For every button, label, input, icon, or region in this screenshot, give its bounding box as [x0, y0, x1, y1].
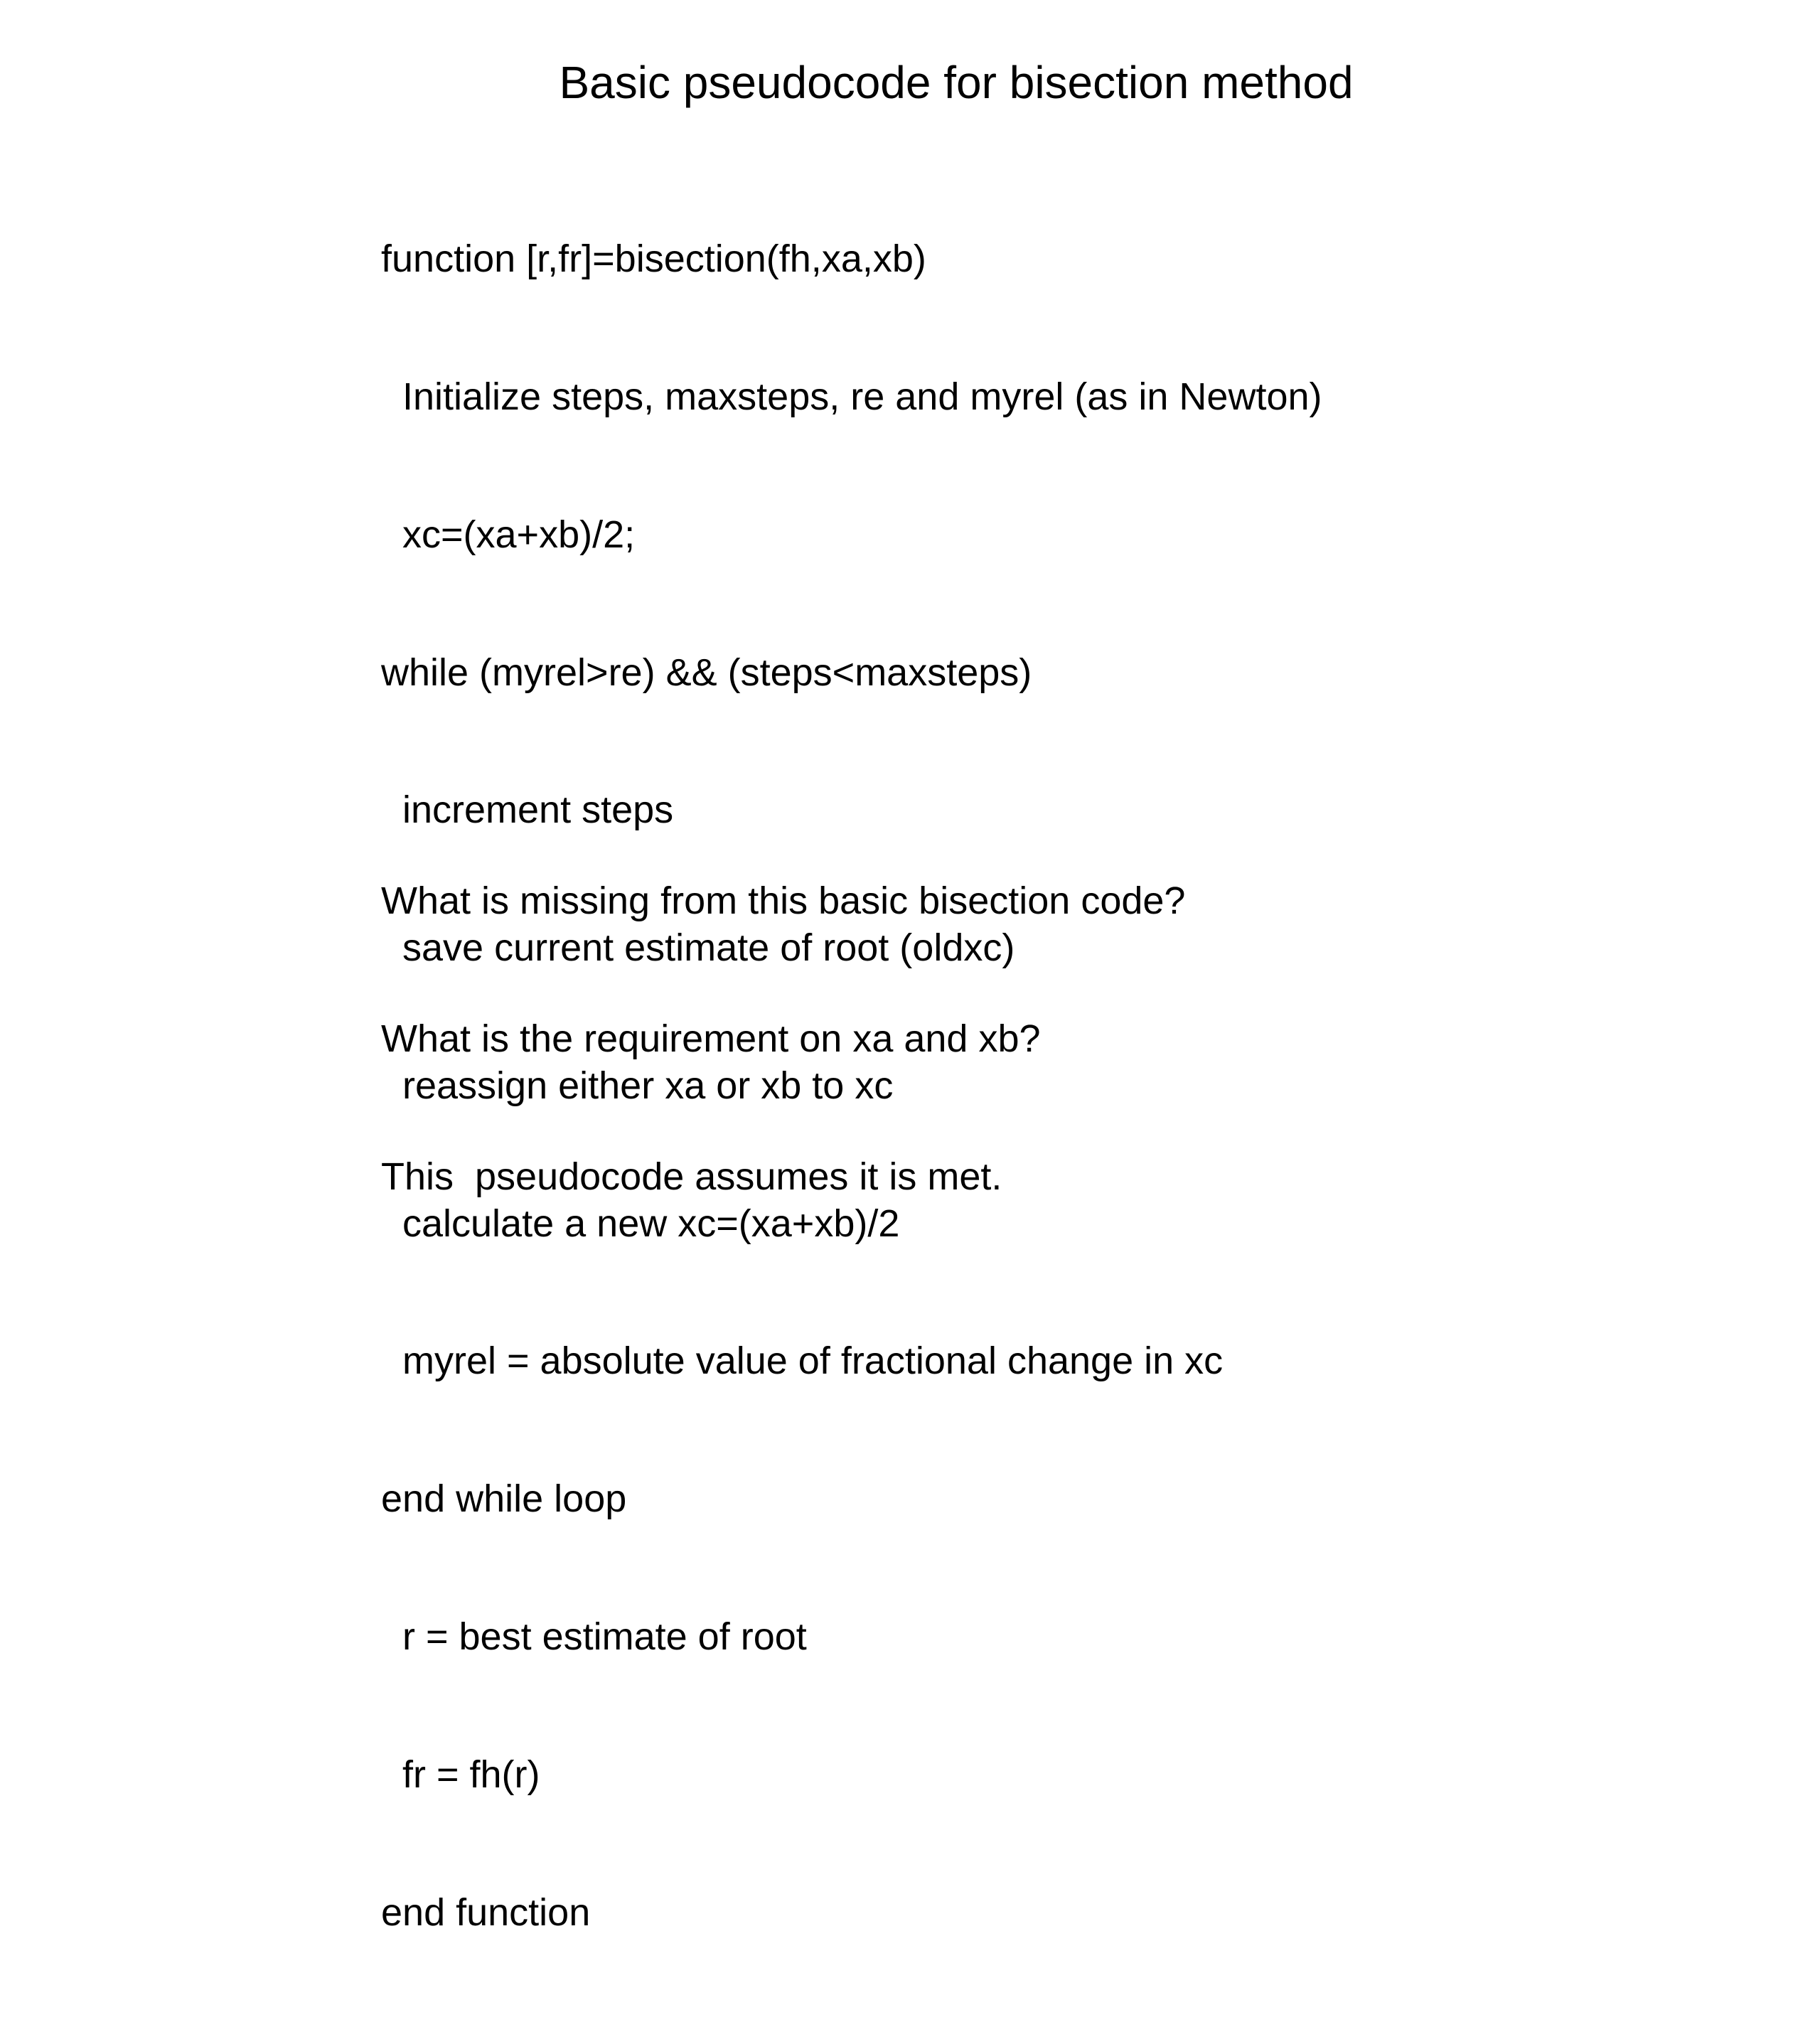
slide-title: Basic pseudocode for bisection method — [559, 57, 1354, 108]
code-line: while (myrel>re) && (steps<maxsteps) — [381, 651, 1032, 694]
code-line: calculate a new xc=(xa+xb)/2 — [402, 1202, 900, 1245]
code-line: r = best estimate of root — [402, 1615, 807, 1658]
code-line: fr = fh(r) — [402, 1753, 540, 1796]
code-line: end while loop — [381, 1477, 627, 1521]
question-line: What is missing from this basic bisection code? — [381, 879, 1186, 923]
code-line: xc=(xa+xb)/2; — [402, 513, 636, 556]
question-line: This pseudocode assumes it is met. — [381, 1155, 1002, 1198]
code-line: Initialize steps, maxsteps, re and myrel (as in Newton) — [402, 375, 1322, 418]
code-line: save current estimate of root (oldxc) — [402, 926, 1015, 970]
question-line: What is the requirement on xa and xb? — [381, 1017, 1041, 1060]
code-line: myrel = absolute value of fractional change in xc — [402, 1339, 1224, 1383]
code-line: end function — [381, 1890, 591, 1934]
question-block — [381, 786, 1185, 1292]
code-line: function [r,fr]=bisection(fh,xa,xb) — [381, 237, 926, 281]
code-line: increment steps — [402, 788, 674, 832]
code-line: reassign either xa or xb to xc — [402, 1064, 894, 1107]
